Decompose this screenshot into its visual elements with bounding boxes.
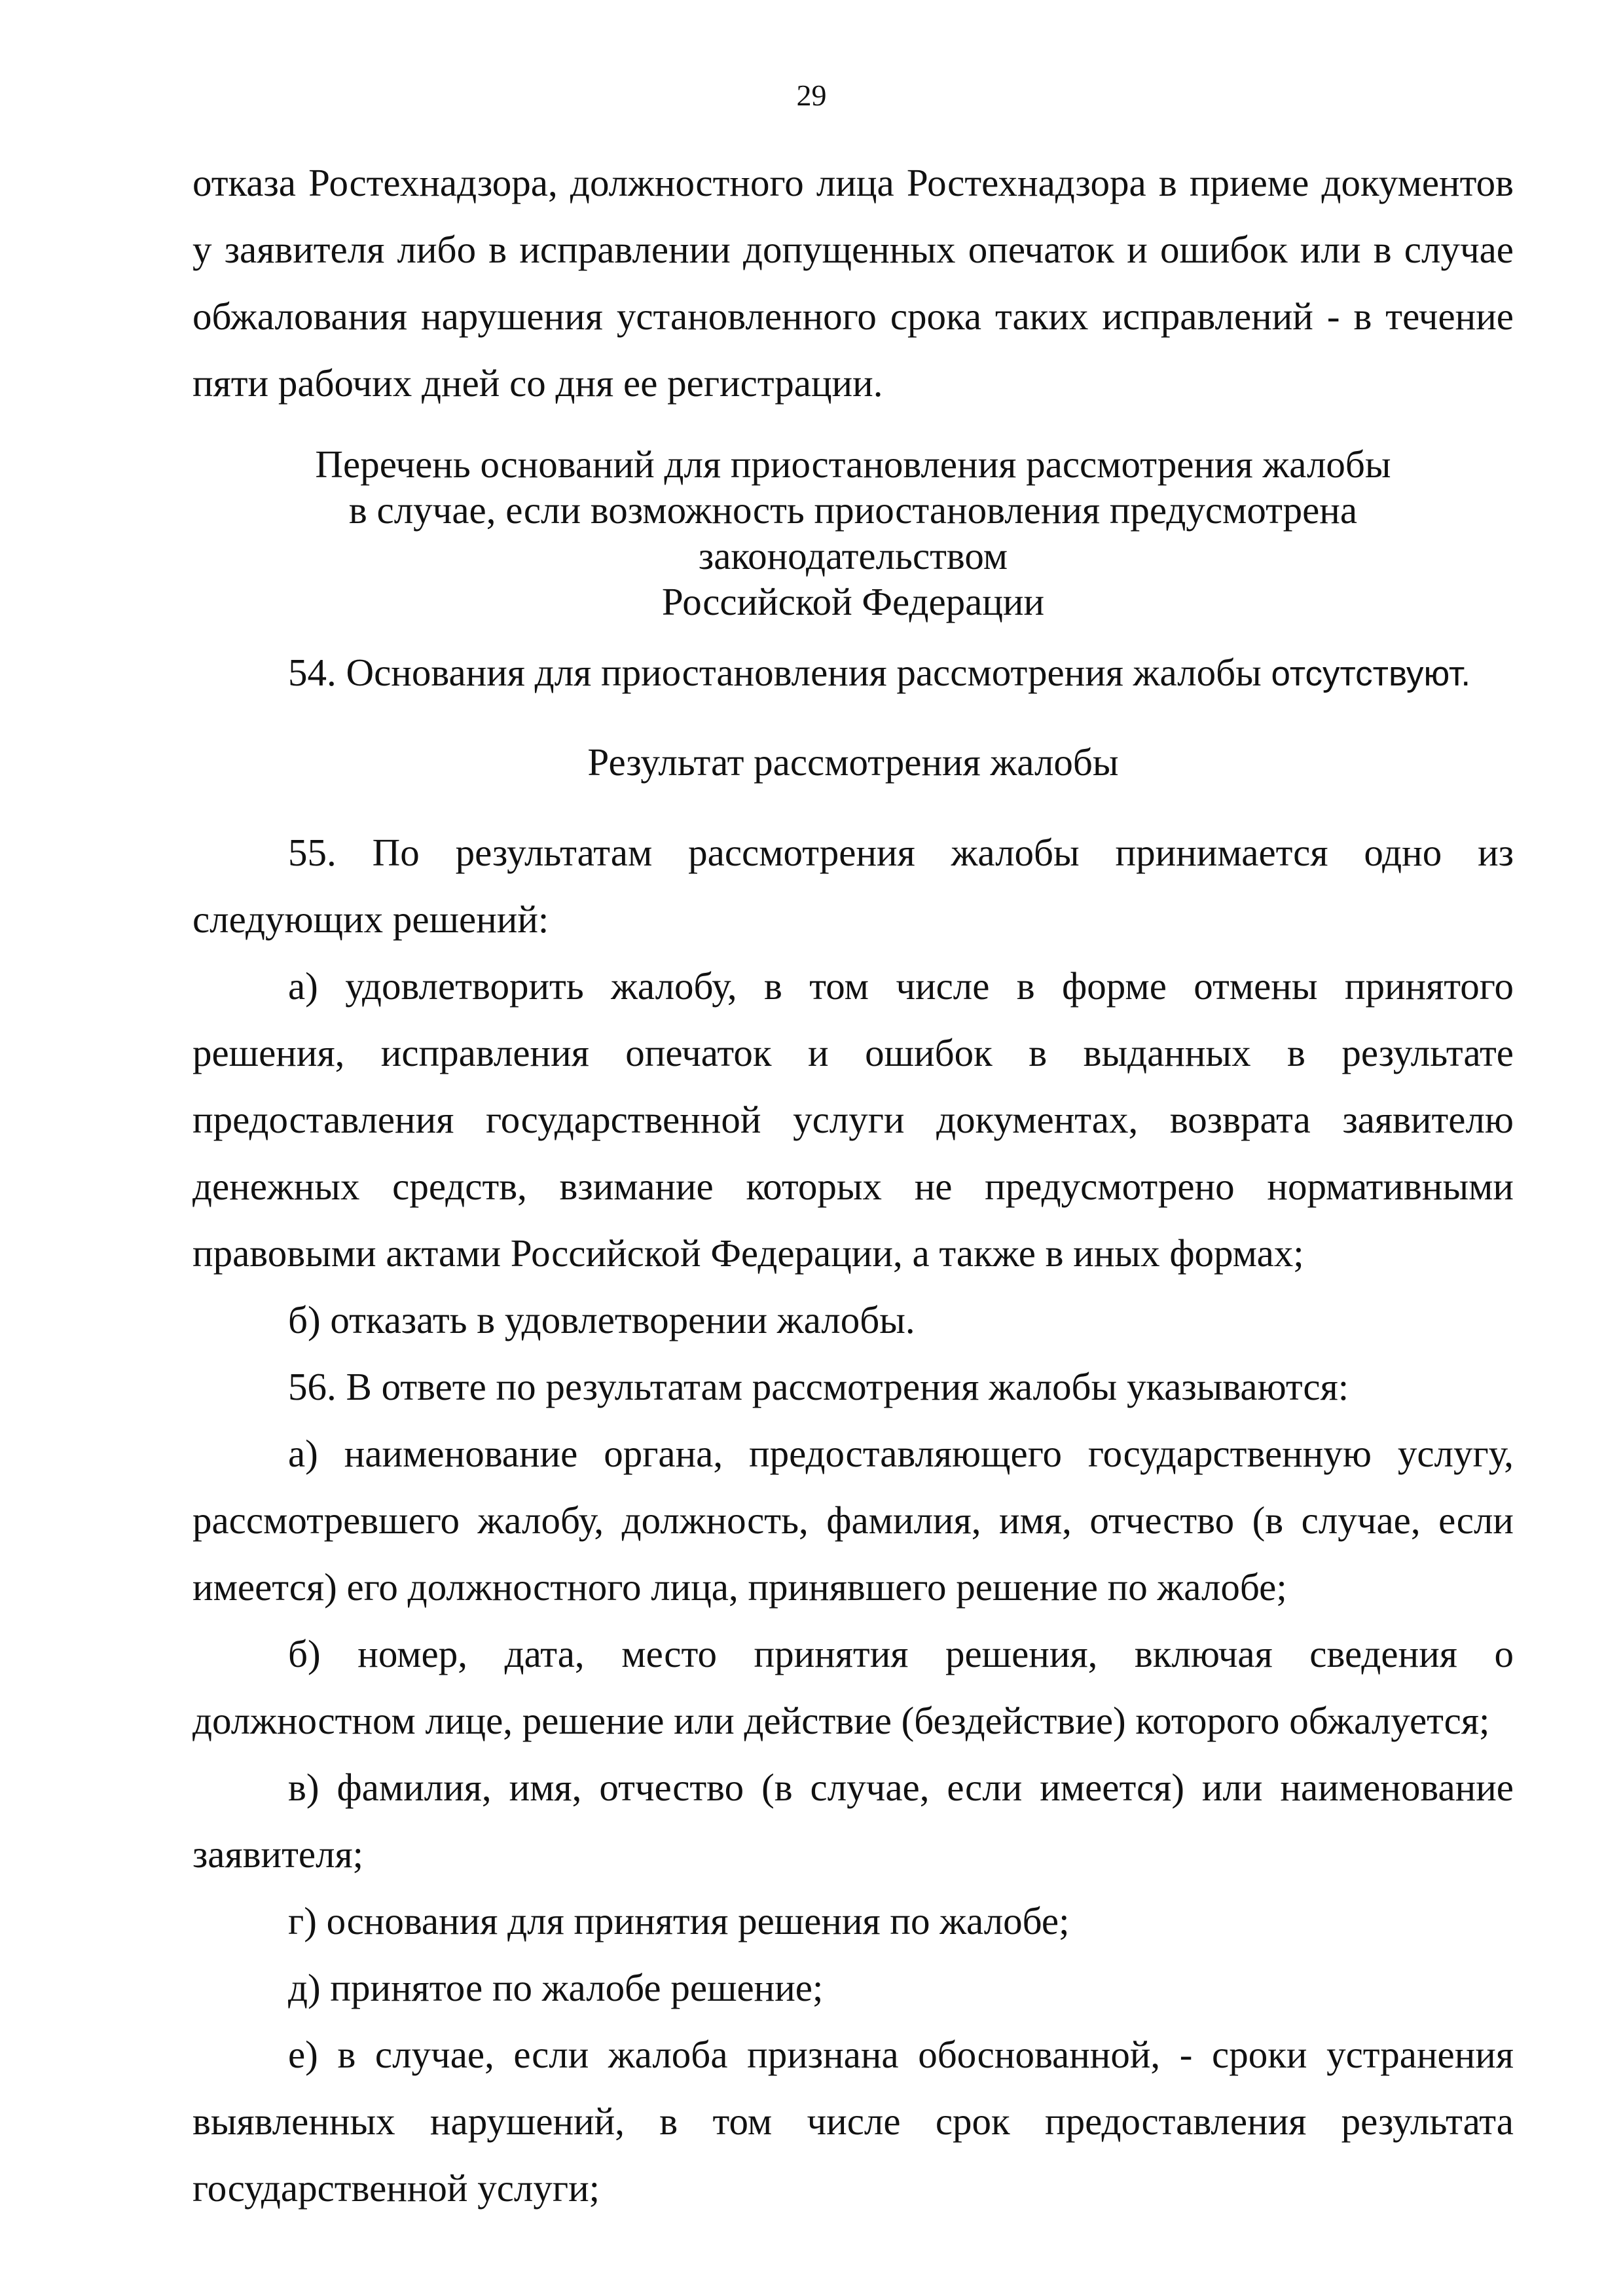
paragraph-56-b: б) номер, дата, место принятия решения, включая сведения о должностном лице, решение или действие (бездействие) которого обжалуется; <box>192 1632 1514 1742</box>
section-heading-result: Результат рассмотрения жалобы <box>587 740 1119 784</box>
paragraph-55-a: а) удовлетворить жалобу, в том числе в форме отмены принятого решения, исправления опечаток и ошибок в выданных в результате предоставления государственной услуги документах, возврата заявителю денежных средств, взимание которых не предусмотрено нормативными правовыми актами Российской Федерации, а также в иных формах; <box>192 964 1514 1275</box>
paragraph-54 <box>192 639 1514 708</box>
paragraph-56: 56. В ответе по результатам рассмотрения жалобы указываются: <box>288 1365 1349 1408</box>
heading-line-2: в случае, если возможность приостановления предусмотрена законодательством <box>348 488 1358 577</box>
heading-line-3: Российской Федерации <box>661 580 1045 623</box>
paragraph-55-b: б) отказать в удовлетворении жалобы. <box>288 1298 915 1341</box>
page-number: 29 <box>796 79 827 112</box>
paragraph-intro: отказа Ростехнадзора, должностного лица Ростехнадзора в приеме документов у заявителя либо в исправлении допущенных опечаток и ошибок или в случае обжалования нарушения установленного срока таких исправлений - в течение пяти рабочих дней со дня ее регистрации. <box>192 161 1514 405</box>
paragraph-56-e: е) в случае, если жалоба признана обоснованной, - сроки устранения выявленных нарушений, в том числе срок предоставления результата государственной услуги; <box>192 2033 1514 2210</box>
section-heading-suspension <box>192 441 1514 625</box>
paragraph-55: 55. По результатам рассмотрения жалобы принимается одно из следующих решений: <box>192 831 1514 941</box>
document-body <box>192 149 1514 2221</box>
paragraph-56-g: г) основания для принятия решения по жалобе; <box>288 1899 1070 1942</box>
paragraph-56-v: в) фамилия, имя, отчество (в случае, если имеется) или наименование заявителя; <box>192 1766 1514 1876</box>
heading-line-1: Перечень оснований для приостановления рассмотрения жалобы <box>315 443 1391 486</box>
paragraph-54-text: 54. Основания для приостановления рассмотрения жалобы <box>288 651 1271 694</box>
paragraph-56-d: д) принятое по жалобе решение; <box>288 1966 824 2009</box>
paragraph-56-a: а) наименование органа, предоставляющего государственную услугу, рассмотревшего жалобу, должность, фамилия, имя, отчество (в случае, если имеется) его должностного лица, принявшего решение по жалобе; <box>192 1432 1514 1609</box>
paragraph-54-tail: отсутствуют. <box>1271 655 1471 693</box>
